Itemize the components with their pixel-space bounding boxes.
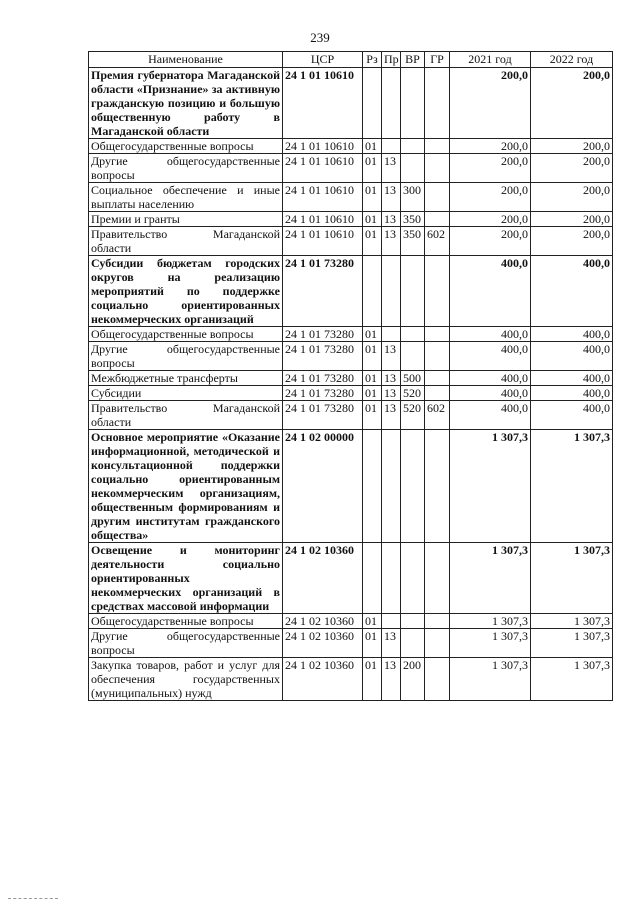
cell-vr: [401, 342, 425, 371]
cell-rz: 01: [363, 401, 382, 430]
cell-csr: 24 1 01 10610: [283, 183, 363, 212]
cell-csr: 24 1 02 10360: [283, 629, 363, 658]
cell-vr: 300: [401, 183, 425, 212]
cell-2021: 1 307,3: [450, 430, 531, 543]
cell-pr: [382, 68, 401, 139]
cell-vr: 500: [401, 371, 425, 386]
cell-2021: 200,0: [450, 212, 531, 227]
cell-pr: [382, 139, 401, 154]
cell-csr: 24 1 01 10610: [283, 68, 363, 139]
cell-name: Освещение и мониторинг деятельности социально ориентированных некоммерческих организаций в средствах массовой информации: [89, 543, 283, 614]
cell-2021: 400,0: [450, 401, 531, 430]
cell-gr: [425, 256, 450, 327]
cell-pr: [382, 543, 401, 614]
cell-gr: [425, 430, 450, 543]
cell-vr: [401, 154, 425, 183]
cell-csr: 24 1 01 73280: [283, 256, 363, 327]
page-number: 239: [310, 30, 330, 45]
cell-vr: [401, 256, 425, 327]
cell-gr: 602: [425, 401, 450, 430]
cell-rz: 01: [363, 154, 382, 183]
table-row: [89, 342, 613, 371]
budget-table: [88, 51, 613, 701]
table-row: [89, 327, 613, 342]
cell-csr: 24 1 02 10360: [283, 614, 363, 629]
cell-rz: 01: [363, 614, 382, 629]
cell-csr: 24 1 01 73280: [283, 386, 363, 401]
table-row: [89, 68, 613, 139]
cell-csr: 24 1 02 10360: [283, 543, 363, 614]
table-row: [89, 430, 613, 543]
cell-vr: 350: [401, 212, 425, 227]
cell-csr: 24 1 01 10610: [283, 212, 363, 227]
table-row: [89, 401, 613, 430]
cell-pr: [382, 256, 401, 327]
cell-pr: 13: [382, 371, 401, 386]
cell-2022: 400,0: [531, 401, 613, 430]
table-row: [89, 154, 613, 183]
cell-gr: 602: [425, 227, 450, 256]
cell-2021: 1 307,3: [450, 629, 531, 658]
table-row: [89, 658, 613, 701]
cell-vr: 350: [401, 227, 425, 256]
table-row: [89, 614, 613, 629]
cell-rz: 01: [363, 227, 382, 256]
cell-pr: 13: [382, 227, 401, 256]
cell-vr: [401, 68, 425, 139]
cell-gr: [425, 371, 450, 386]
cell-2022: 1 307,3: [531, 658, 613, 701]
cell-rz: 01: [363, 327, 382, 342]
cell-pr: 13: [382, 183, 401, 212]
cell-csr: 24 1 01 10610: [283, 139, 363, 154]
cell-name: Премии и гранты: [89, 212, 283, 227]
cell-2022: 200,0: [531, 139, 613, 154]
cell-rz: [363, 430, 382, 543]
cell-name: Общегосударственные вопросы: [89, 614, 283, 629]
cell-gr: [425, 614, 450, 629]
cell-vr: [401, 139, 425, 154]
cell-rz: [363, 256, 382, 327]
cell-rz: 01: [363, 658, 382, 701]
cell-gr: [425, 543, 450, 614]
cell-2021: 400,0: [450, 386, 531, 401]
footer-divider: [8, 898, 58, 899]
cell-2022: 400,0: [531, 386, 613, 401]
cell-2021: 400,0: [450, 342, 531, 371]
cell-pr: 13: [382, 629, 401, 658]
cell-vr: [401, 543, 425, 614]
cell-name: Правительство Магаданской области: [89, 401, 283, 430]
cell-csr: 24 1 02 10360: [283, 658, 363, 701]
cell-pr: 13: [382, 342, 401, 371]
cell-gr: [425, 68, 450, 139]
cell-2022: 400,0: [531, 256, 613, 327]
cell-name: Общегосударственные вопросы: [89, 139, 283, 154]
table-row: [89, 629, 613, 658]
cell-rz: 01: [363, 629, 382, 658]
cell-2021: 200,0: [450, 139, 531, 154]
header-year-2021: 2021 год: [450, 52, 531, 68]
table-row: [89, 543, 613, 614]
table-row: [89, 386, 613, 401]
table-row: [89, 371, 613, 386]
cell-2022: 200,0: [531, 227, 613, 256]
cell-2021: 200,0: [450, 227, 531, 256]
cell-csr: 24 1 02 00000: [283, 430, 363, 543]
cell-name: Межбюджетные трансферты: [89, 371, 283, 386]
cell-gr: [425, 386, 450, 401]
cell-gr: [425, 183, 450, 212]
cell-vr: 520: [401, 401, 425, 430]
cell-name: Другие общегосударственные вопросы: [89, 342, 283, 371]
cell-2022: 200,0: [531, 68, 613, 139]
cell-csr: 24 1 01 73280: [283, 327, 363, 342]
cell-name: Субсидии бюджетам городских округов на реализацию мероприятий по поддержке социально ориентированных некоммерческих организаций: [89, 256, 283, 327]
cell-2022: 400,0: [531, 371, 613, 386]
cell-vr: [401, 430, 425, 543]
header-rz: Рз: [363, 52, 382, 68]
table-row: [89, 227, 613, 256]
cell-pr: 13: [382, 212, 401, 227]
cell-rz: [363, 68, 382, 139]
cell-name: Основное мероприятие «Оказание информационной, методической и консультационной поддержки социально ориентированным некоммерческим организациям, общественным формированиям и другим институтам гражданского общества»: [89, 430, 283, 543]
cell-name: Другие общегосударственные вопросы: [89, 629, 283, 658]
cell-rz: 01: [363, 139, 382, 154]
cell-name: Правительство Магаданской области: [89, 227, 283, 256]
cell-rz: 01: [363, 386, 382, 401]
cell-2022: 1 307,3: [531, 629, 613, 658]
cell-2021: 1 307,3: [450, 543, 531, 614]
cell-pr: 13: [382, 658, 401, 701]
cell-csr: 24 1 01 10610: [283, 227, 363, 256]
cell-2022: 200,0: [531, 183, 613, 212]
cell-pr: 13: [382, 386, 401, 401]
cell-name: Социальное обеспечение и иные выплаты населению: [89, 183, 283, 212]
cell-2022: 1 307,3: [531, 430, 613, 543]
cell-rz: 01: [363, 212, 382, 227]
cell-gr: [425, 629, 450, 658]
table-header-row: [89, 52, 613, 68]
cell-2021: 400,0: [450, 371, 531, 386]
cell-name: Премия губернатора Магаданской области «Признание» за активную гражданскую позицию и большую общественную работу в Магаданской области: [89, 68, 283, 139]
table-row: [89, 256, 613, 327]
cell-vr: [401, 327, 425, 342]
cell-2021: 400,0: [450, 327, 531, 342]
cell-name: Закупка товаров, работ и услуг для обеспечения государственных (муниципальных) нужд: [89, 658, 283, 701]
cell-2022: 400,0: [531, 342, 613, 371]
cell-2022: 200,0: [531, 154, 613, 183]
cell-gr: [425, 342, 450, 371]
cell-csr: 24 1 01 73280: [283, 401, 363, 430]
cell-pr: [382, 614, 401, 629]
cell-csr: 24 1 01 73280: [283, 342, 363, 371]
header-year-2022: 2022 год: [531, 52, 613, 68]
cell-vr: 520: [401, 386, 425, 401]
cell-csr: 24 1 01 10610: [283, 154, 363, 183]
cell-vr: [401, 629, 425, 658]
cell-2021: 400,0: [450, 256, 531, 327]
cell-pr: [382, 430, 401, 543]
cell-rz: 01: [363, 342, 382, 371]
cell-gr: [425, 658, 450, 701]
cell-2021: 200,0: [450, 68, 531, 139]
table-body: [89, 68, 613, 701]
cell-gr: [425, 154, 450, 183]
cell-2021: 200,0: [450, 154, 531, 183]
header-gr: ГР: [425, 52, 450, 68]
cell-2022: 1 307,3: [531, 543, 613, 614]
cell-pr: 13: [382, 154, 401, 183]
table-row: [89, 183, 613, 212]
table-row: [89, 212, 613, 227]
cell-rz: 01: [363, 183, 382, 212]
cell-rz: 01: [363, 371, 382, 386]
cell-2022: 1 307,3: [531, 614, 613, 629]
cell-pr: [382, 327, 401, 342]
cell-2021: 1 307,3: [450, 658, 531, 701]
header-csr: ЦСР: [283, 52, 363, 68]
cell-name: Другие общегосударственные вопросы: [89, 154, 283, 183]
cell-rz: [363, 543, 382, 614]
cell-vr: [401, 614, 425, 629]
cell-2022: 200,0: [531, 212, 613, 227]
cell-csr: 24 1 01 73280: [283, 371, 363, 386]
cell-name: Субсидии: [89, 386, 283, 401]
cell-gr: [425, 327, 450, 342]
cell-vr: 200: [401, 658, 425, 701]
cell-gr: [425, 212, 450, 227]
cell-gr: [425, 139, 450, 154]
cell-pr: 13: [382, 401, 401, 430]
cell-name: Общегосударственные вопросы: [89, 327, 283, 342]
header-vr: ВР: [401, 52, 425, 68]
header-name: Наименование: [89, 52, 283, 68]
cell-2021: 200,0: [450, 183, 531, 212]
cell-2022: 400,0: [531, 327, 613, 342]
cell-2021: 1 307,3: [450, 614, 531, 629]
header-pr: Пр: [382, 52, 401, 68]
table-row: [89, 139, 613, 154]
